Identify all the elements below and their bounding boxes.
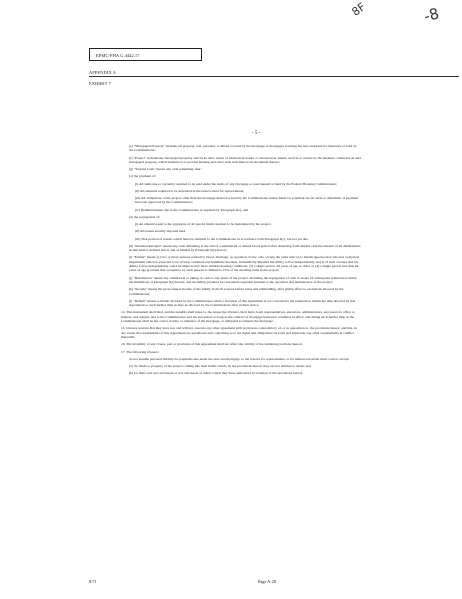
- paragraph: do not assume personal liability for payments due under the note and mortgage, to the reserve for replacements, or for matters not under their control, except:: [129, 356, 350, 361]
- document-id: EPMC-FHA G 4442.17: [96, 53, 140, 58]
- paragraph: (ii) All amounts required to be deposited in the reserve fund for replacements;: [135, 188, 245, 193]
- paragraph: (iv) Reimbursement due to the Commissioner as required by Paragraph 4(c), and: [135, 207, 249, 212]
- paragraph: (l) "Default" means a default declared by the Commissioner when a violation of this Agreement is not corrected to his satisfaction within the time allowed by this Agreement or such further time as may be allowed by the Commissioner after written notice.: [129, 298, 356, 308]
- footer-page: Page A-28: [258, 579, 277, 584]
- paragraph: (k) "Income" means the gross annual income of the family from all sources before taxes and withholding, after giving effect to exclusions allowed by the Commissioner;: [129, 287, 344, 296]
- paragraph: (h) "Residual Receipts" means any cash remaining at the end of a semiannual or annual fiscal period after deducting from surplus cash the amount of all distributions as that term is defined below and as limited by Paragraph 6(e) hereof;: [129, 243, 361, 253]
- paragraph: (f) "Project" includes the mortgaged property and all its other assets of whatsoever nature or wheresoever situate, used in or owned by the business conducted on said mortgaged property, which business is to provide housing and other such activities as are incidental thereto;: [129, 155, 361, 164]
- appendix-label: APPENDIX A: [89, 70, 117, 75]
- paragraph: (g) "Surplus Cash" means any cash remaining after:: [129, 167, 202, 172]
- paragraph: (i) "Family" means (1) two or more persons related by blood, marriage, or operation of law, who occupy the same unit; (2) a handicapped person who has a physical impairment which is expected to be of long continued and indefinite duration, substantially impedes his ability to live independently, and is of such a nature that his ability to live independently could be improved by more suitable housing conditions; (3) a single person, 62 years of age or older, or (4) a single person less than 62 years of age provided that occupancy by such persons is limited to 10% of the dwelling units in the project;: [129, 255, 360, 273]
- exhibit-label: EXHIBIT 7: [89, 81, 112, 86]
- paragraph: 14. This instrument shall bind, and the benefits shall inure to, the respective Owners, their heirs, legal representatives, executors, administrators, successors in office or interest, and assigns, and to the Commissioner and his successors so long as the contract of mortgage insurance continues in effect, and during such further time as the Commissioner shall be the owner, holder, or reinsurer of the mortgage, or obligated to reinsure the mortgage.: [121, 310, 355, 324]
- handwritten-mark-left: 8F: [349, 0, 368, 19]
- paragraph: (e) "Mortgaged Property" includes all property, real, personal, or mixed covered by the mortgage or mortgages securing the note endorsed for insurance or held by the Commissioner;: [129, 144, 357, 153]
- document-id-box: [89, 48, 202, 61]
- handwritten-mark-right: -8: [421, 4, 442, 26]
- footer-date: 9/71: [89, 579, 97, 584]
- paragraph: (i) All sums due or currently required to be paid under the terms of any mortgage or note insured or held by the Federal Housing Commissioner;: [135, 181, 337, 186]
- paragraph: 17. The following Owners:: [121, 349, 159, 354]
- paragraph: (a) for funds or property of the project coming into their hands which, by the provisions hereof, they are not entitled to retain; and: [129, 363, 311, 368]
- paragraph: 15. Owners warrant that they have not, and will not, execute any other agreement with provisions contradictory of, or in opposition to, the provisions hereof, and that, in any event, the requirements of this Agreement are paramount and controlling as to the rights and obligations set forth and supersede any other requirements in conflict therewith.: [121, 326, 357, 340]
- paragraph: 16. The invalidity of any clause, part or provision of this Agreement shall not affect the validity of the remaining portions thereof.: [121, 342, 303, 347]
- paragraph: (iii) All obligations of the project other than the mortgage insured or held by the Commissioner unless funds for payment are set aside or deferment of payment has been approved by the Commissioner;: [135, 196, 358, 205]
- paragraph: (b) for their own acts and deeds or acts and deeds of others which they have authorized in violation of the provisions hereof.: [129, 371, 303, 376]
- paragraph: (ii) All tenant security deposits held,: [135, 229, 186, 234]
- paragraph: (1) the payment of:: [129, 174, 156, 179]
- header-rule: [89, 76, 459, 77]
- paragraph: (iii) That portion of rentals which must be remitted to the Commissioner in accordance with Paragraph 4(c), but not yet due.: [135, 236, 309, 241]
- document-body: [121, 144, 361, 378]
- paragraph: (i) An amount equal to the aggregate of all special funds required to be maintained by the project,: [135, 222, 272, 227]
- paragraph: (j) "Distribution" means any withdrawal or taking of cash or any assets of the project, including the segregation of cash or assets for subsequent withdrawal within the limitations of Paragraph 6(e) hereof, and excluding payment for reasonable expenses incident to the operation and maintenance of the project;: [129, 275, 357, 285]
- page-number: - 5 -: [252, 131, 261, 136]
- paragraph: (2) the segregation of:: [129, 214, 161, 219]
